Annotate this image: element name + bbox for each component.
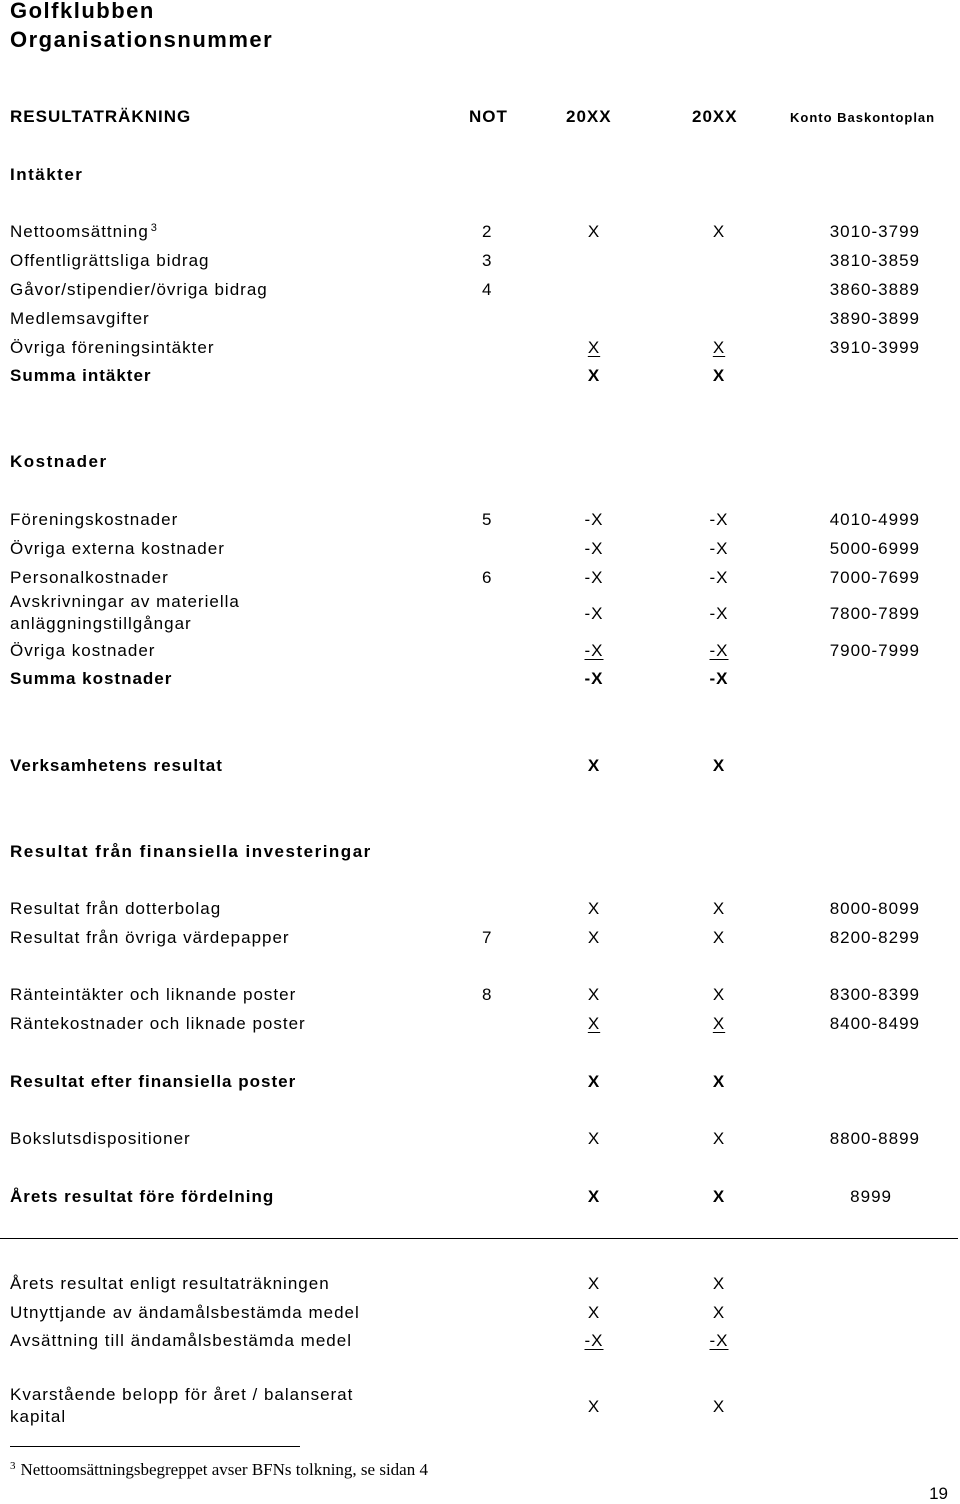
result-value-year1: X	[587, 1187, 601, 1206]
row-value-year2: -X	[709, 604, 729, 623]
row-label-line1: Avskrivningar av materiella	[10, 592, 240, 611]
row-value-year1: X	[587, 338, 601, 357]
row-value-year1: -X	[584, 568, 604, 587]
row-account: 8400-8499	[829, 1014, 920, 1033]
row-label: Offentligrättsliga bidrag	[10, 251, 210, 270]
row-value-year1: X	[587, 222, 601, 241]
section-heading-kostnader: Kostnader	[10, 452, 108, 471]
row-value-year2: -X	[709, 510, 729, 529]
table-row	[0, 510, 960, 540]
row-label: Övriga kostnader	[10, 641, 156, 660]
row-label-line2: kapital	[10, 1407, 67, 1426]
report-title: RESULTATRÄKNING	[10, 107, 192, 126]
note-column-header: NOT	[469, 107, 508, 126]
club-name: Golfklubben	[10, 0, 155, 23]
row-account: 4010-4999	[829, 510, 920, 529]
year2-column-header: 20XX	[692, 107, 738, 126]
row-note: 4	[482, 280, 493, 299]
row-note: 8	[482, 985, 493, 1004]
sum-row	[0, 669, 960, 699]
row-label: Ränteintäkter och liknande poster	[10, 985, 297, 1004]
table-row	[0, 251, 960, 281]
row-label: Utnyttjande av ändamålsbestämda medel	[10, 1303, 360, 1322]
result-value-year2: X	[712, 1187, 726, 1206]
row-value-year1: X	[587, 928, 601, 947]
row-value-year1: X	[587, 1014, 601, 1033]
row-account: 3910-3999	[829, 338, 920, 357]
row-value-year2: -X	[709, 641, 729, 660]
sum-value-year1: -X	[584, 669, 604, 688]
row-label-line2: anläggningstillgångar	[10, 614, 192, 633]
row-note: 3	[482, 251, 493, 270]
divider	[0, 1238, 958, 1239]
row-value-year1: -X	[584, 510, 604, 529]
row-account: 5000-6999	[829, 539, 920, 558]
result-account: 8999	[850, 1187, 892, 1206]
column-header-row	[0, 107, 960, 137]
organization-number: Organisationsnummer	[10, 27, 274, 52]
sum-label: Summa kostnader	[10, 669, 173, 688]
row-value-year2: X	[712, 338, 726, 357]
row-value-year2: X	[712, 928, 726, 947]
row-label: Resultat från dotterbolag	[10, 899, 222, 918]
table-row	[0, 1274, 960, 1304]
result-row	[0, 756, 960, 786]
page-number: 19	[929, 1484, 948, 1503]
sum-value-year2: -X	[709, 669, 729, 688]
row-label: Resultat från övriga värdepapper	[10, 928, 290, 947]
account-column-header: Konto Baskontoplan	[790, 110, 936, 125]
row-account: 8000-8099	[829, 899, 920, 918]
section-heading-intakter: Intäkter	[10, 165, 84, 184]
table-row	[0, 1129, 960, 1159]
row-value-year2: -X	[709, 539, 729, 558]
table-row	[0, 928, 960, 958]
row-value-year2: X	[712, 1397, 726, 1416]
footnote-ref: 3	[150, 222, 158, 234]
footnote-text: Nettoomsättningsbegreppet avser BFNs tolkning, se sidan 4	[20, 1460, 428, 1479]
row-value-year1: X	[587, 899, 601, 918]
row-account: 7900-7999	[829, 641, 920, 660]
row-account: 8200-8299	[829, 928, 920, 947]
row-account: 3860-3889	[829, 280, 920, 299]
table-row	[0, 1303, 960, 1333]
footnote-divider	[10, 1446, 300, 1447]
table-row	[0, 280, 960, 310]
year1-column-header: 20XX	[566, 107, 612, 126]
row-label: Gåvor/stipendier/övriga bidrag	[10, 280, 268, 299]
row-value-year1: X	[587, 1397, 601, 1416]
row-label: Årets resultat enligt resultaträkningen	[10, 1274, 330, 1293]
sum-value-year1: X	[587, 366, 601, 385]
row-value-year1: -X	[584, 539, 604, 558]
result-label: Årets resultat före fördelning	[10, 1187, 275, 1206]
section-heading-finansiella: Resultat från finansiella investeringar	[10, 842, 372, 861]
row-value-year2: X	[712, 1129, 726, 1148]
table-row	[0, 309, 960, 339]
row-label-line1: Kvarstående belopp för året / balanserat	[10, 1385, 354, 1404]
row-label: Räntekostnader och liknade poster	[10, 1014, 306, 1033]
row-account: 8300-8399	[829, 985, 920, 1004]
row-label: Medlemsavgifter	[10, 309, 150, 328]
row-value-year2: X	[712, 1274, 726, 1293]
row-label: Avsättning till ändamålsbestämda medel	[10, 1331, 352, 1350]
table-row	[0, 1331, 960, 1361]
row-value-year2: X	[712, 1014, 726, 1033]
sum-value-year2: X	[712, 366, 726, 385]
row-account: 8800-8899	[829, 1129, 920, 1148]
table-row	[0, 641, 960, 671]
row-account: 7800-7899	[829, 604, 920, 623]
table-row	[0, 539, 960, 569]
row-label: Nettoomsättning $^3$	[10, 222, 158, 241]
result-row	[0, 1187, 960, 1217]
row-account: 3810-3859	[829, 251, 920, 270]
result-value-year2: X	[712, 756, 726, 775]
sum-label: Resultat efter finansiella poster	[10, 1072, 297, 1091]
row-value-year2: X	[712, 899, 726, 918]
row-label: Personalkostnader	[10, 568, 169, 587]
row-note: 2	[482, 222, 493, 241]
row-value-year1: -X	[584, 1331, 604, 1350]
row-value-year2: X	[712, 222, 726, 241]
table-row	[0, 985, 960, 1015]
row-label: Övriga externa kostnader	[10, 539, 225, 558]
row-note: 5	[482, 510, 493, 529]
sum-label: Summa intäkter	[10, 366, 152, 385]
row-value-year1: X	[587, 985, 601, 1004]
table-row	[0, 338, 960, 368]
footnote-number: 3	[10, 1460, 16, 1472]
table-row	[0, 1385, 960, 1433]
row-account: 3890-3899	[829, 309, 920, 328]
row-account: 7000-7699	[829, 568, 920, 587]
row-label: Föreningskostnader	[10, 510, 179, 529]
row-value-year1: X	[587, 1303, 601, 1322]
row-value-year1: -X	[584, 604, 604, 623]
row-label: Bokslutsdispositioner	[10, 1129, 191, 1148]
result-value-year1: X	[587, 756, 601, 775]
sum-value-year2: X	[712, 1072, 726, 1091]
table-row	[0, 592, 960, 638]
row-value-year1: X	[587, 1129, 601, 1148]
row-label: Övriga föreningsintäkter	[10, 338, 215, 357]
table-row	[0, 899, 960, 929]
row-value-year2: X	[712, 985, 726, 1004]
row-note: 7	[482, 928, 493, 947]
sum-row	[0, 1072, 960, 1102]
row-value-year1: X	[587, 1274, 601, 1293]
table-row	[0, 222, 960, 252]
table-row	[0, 1014, 960, 1044]
footnote	[10, 1460, 428, 1480]
sum-value-year1: X	[587, 1072, 601, 1091]
row-account: 3010-3799	[829, 222, 920, 241]
sum-row	[0, 366, 960, 396]
row-note: 6	[482, 568, 493, 587]
result-label: Verksamhetens resultat	[10, 756, 223, 775]
row-value-year1: -X	[584, 641, 604, 660]
row-value-year2: -X	[709, 1331, 729, 1350]
row-value-year2: X	[712, 1303, 726, 1322]
row-value-year2: -X	[709, 568, 729, 587]
